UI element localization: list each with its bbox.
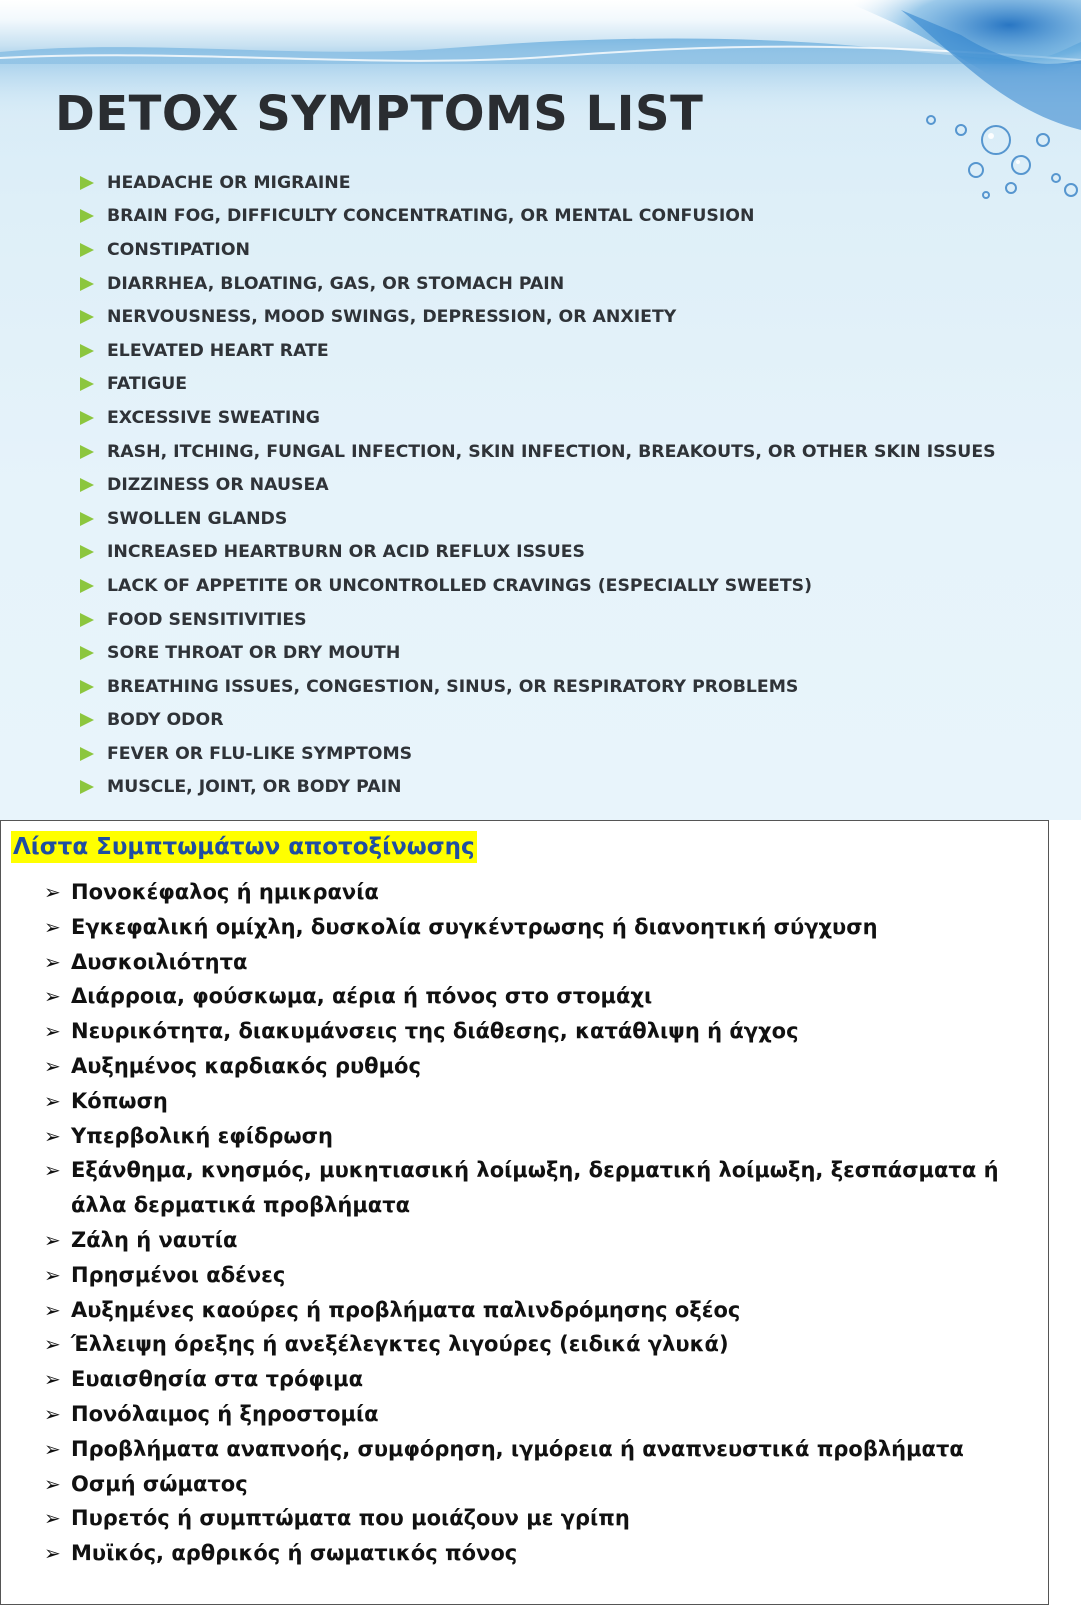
list-item-text: Κόπωση	[71, 1088, 168, 1113]
triangle-bullet-icon	[80, 310, 94, 324]
list-item	[44, 1501, 1034, 1536]
list-item	[80, 670, 996, 704]
triangle-bullet-icon	[80, 176, 94, 190]
arrow-bullet-icon: ➢	[44, 880, 61, 904]
arrow-bullet-icon: ➢	[44, 1436, 61, 1461]
list-item	[44, 1049, 1034, 1084]
list-item-text: Νευρικότητα, διακυμάνσεις της διάθεσης, κατάθλιψη ή άγχος	[71, 1019, 799, 1044]
list-item-text: Πονόλαιμος ή ξηροστομία	[71, 1401, 379, 1426]
arrow-bullet-icon: ➢	[44, 1367, 61, 1392]
list-item-text: Ευαισθησία στα τρόφιμα	[71, 1367, 363, 1392]
list-item	[80, 267, 996, 301]
triangle-bullet-icon	[80, 445, 94, 459]
triangle-bullet-icon	[80, 377, 94, 391]
poster-title: DETOX SYMPTOMS LIST	[55, 86, 704, 142]
triangle-bullet-icon	[80, 646, 94, 660]
list-item-text: BREATHING ISSUES, CONGESTION, SINUS, OR RESPIRATORY PROBLEMS	[107, 676, 799, 697]
arrow-bullet-icon: ➢	[44, 1506, 61, 1531]
list-item-text: EXCESSIVE SWEATING	[107, 407, 320, 428]
list-item	[80, 536, 996, 570]
triangle-bullet-icon	[80, 747, 94, 761]
list-item	[44, 1293, 1034, 1328]
list-item	[44, 1084, 1034, 1119]
list-item-text: Υπερβολική εφίδρωση	[71, 1123, 333, 1148]
arrow-bullet-icon: ➢	[44, 1471, 61, 1496]
list-item-text: Μυϊκός, αρθρικός ή σωματικός πόνος	[71, 1541, 518, 1566]
list-item	[44, 945, 1034, 980]
list-item-text: SORE THROAT OR DRY MOUTH	[107, 643, 401, 664]
list-item-text: ELEVATED HEART RATE	[107, 340, 329, 361]
list-item-text: FEVER OR FLU-LIKE SYMPTOMS	[107, 743, 413, 764]
triangle-bullet-icon	[80, 613, 94, 627]
list-item-text: BODY ODOR	[107, 710, 224, 731]
arrow-bullet-icon: ➢	[44, 1019, 61, 1044]
list-item	[44, 1258, 1034, 1293]
list-item	[44, 1397, 1034, 1432]
triangle-bullet-icon	[80, 243, 94, 257]
list-item-text: FOOD SENSITIVITIES	[107, 609, 307, 630]
list-item	[44, 910, 1034, 945]
triangle-bullet-icon	[80, 713, 94, 727]
list-item	[80, 300, 996, 334]
arrow-bullet-icon: ➢	[44, 1158, 61, 1183]
list-item	[44, 875, 1034, 910]
list-item	[80, 704, 996, 738]
arrow-bullet-icon: ➢	[44, 1401, 61, 1426]
triangle-bullet-icon	[80, 209, 94, 223]
list-item	[44, 1432, 1034, 1467]
list-item-text: Προβλήματα αναπνοής, συμφόρηση, ιγμόρεια ή αναπνευστικά προβλήματα	[71, 1436, 964, 1461]
list-item-text: RASH, ITCHING, FUNGAL INFECTION, SKIN INFECTION, BREAKOUTS, OR OTHER SKIN ISSUES	[107, 441, 996, 462]
list-item-text: Δυσκοιλιότητα	[71, 949, 248, 974]
arrow-bullet-icon: ➢	[44, 1227, 61, 1252]
list-item	[44, 1223, 1034, 1258]
list-item-text: Αυξημένος καρδιακός ρυθμός	[71, 1053, 421, 1078]
list-item	[80, 233, 996, 267]
arrow-bullet-icon: ➢	[44, 1332, 61, 1357]
arrow-bullet-icon: ➢	[44, 1053, 61, 1078]
list-item	[80, 200, 996, 234]
english-symptom-list	[80, 166, 996, 804]
list-item-text: FATIGUE	[107, 374, 188, 395]
triangle-bullet-icon	[80, 344, 94, 358]
triangle-bullet-icon	[80, 478, 94, 492]
list-item	[80, 737, 996, 771]
list-item	[44, 1153, 1034, 1223]
list-item	[44, 1362, 1034, 1397]
list-item-text: CONSTIPATION	[107, 239, 250, 260]
triangle-bullet-icon	[80, 680, 94, 694]
triangle-bullet-icon	[80, 579, 94, 593]
list-item-text: DIARRHEA, BLOATING, GAS, OR STOMACH PAIN	[107, 273, 565, 294]
list-item-text: Έλλειψη όρεξης ή ανεξέλεγκτες λιγούρες (ειδικά γλυκά)	[71, 1332, 729, 1357]
list-item	[80, 468, 996, 502]
list-item	[44, 979, 1034, 1014]
list-item-text: MUSCLE, JOINT, OR BODY PAIN	[107, 777, 402, 798]
triangle-bullet-icon	[80, 277, 94, 291]
arrow-bullet-icon: ➢	[44, 1123, 61, 1148]
list-item-text: Πυρετός ή συμπτώματα που μοιάζουν με γρίπη	[71, 1506, 630, 1531]
list-item	[80, 771, 996, 805]
list-item-text: BRAIN FOG, DIFFICULTY CONCENTRATING, OR MENTAL CONFUSION	[107, 206, 755, 227]
list-item-text: LACK OF APPETITE OR UNCONTROLLED CRAVINGS (ESPECIALLY SWEETS)	[107, 575, 812, 596]
triangle-bullet-icon	[80, 411, 94, 425]
list-item	[80, 569, 996, 603]
list-item-text: NERVOUSNESS, MOOD SWINGS, DEPRESSION, OR ANXIETY	[107, 307, 677, 328]
list-item-text: HEADACHE OR MIGRAINE	[107, 172, 351, 193]
greek-title: Λίστα Συμπτωμάτων αποτοξίνωσης	[11, 831, 477, 863]
list-item-text: Πονοκέφαλος ή ημικρανία	[71, 880, 379, 904]
list-item	[44, 1327, 1034, 1362]
list-item-text: INCREASED HEARTBURN OR ACID REFLUX ISSUES	[107, 542, 586, 563]
arrow-bullet-icon: ➢	[44, 1297, 61, 1322]
list-item	[44, 1536, 1034, 1571]
list-item-text: Διάρροια, φούσκωμα, αέρια ή πόνος στο στομάχι	[71, 984, 653, 1009]
arrow-bullet-icon: ➢	[44, 1541, 61, 1566]
list-item	[80, 401, 996, 435]
list-item-text: Πρησμένοι αδένες	[71, 1262, 286, 1287]
list-item	[80, 166, 996, 200]
list-item-text: DIZZINESS OR NAUSEA	[107, 475, 329, 496]
greek-symptom-list	[44, 875, 1034, 1571]
list-item	[44, 1119, 1034, 1154]
list-item-text: SWOLLEN GLANDS	[107, 508, 288, 529]
arrow-bullet-icon: ➢	[44, 984, 61, 1009]
triangle-bullet-icon	[80, 545, 94, 559]
arrow-bullet-icon: ➢	[44, 1262, 61, 1287]
list-item	[80, 636, 996, 670]
list-item	[44, 1014, 1034, 1049]
triangle-bullet-icon	[80, 780, 94, 794]
list-item	[44, 1467, 1034, 1502]
triangle-bullet-icon	[80, 512, 94, 526]
list-item-text: Αυξημένες καούρες ή προβλήματα παλινδρόμησης οξέος	[71, 1297, 741, 1322]
list-item-text: Ζάλη ή ναυτία	[71, 1227, 238, 1252]
greek-translation-box	[0, 820, 1049, 1605]
list-item	[80, 603, 996, 637]
arrow-bullet-icon: ➢	[44, 1088, 61, 1113]
list-item	[80, 435, 996, 469]
list-item-text: Εξάνθημα, κνησμός, μυκητιασική λοίμωξη, δερματική λοίμωξη, ξεσπάσματα ή άλλα δερματικά προβλήματα	[71, 1158, 999, 1218]
arrow-bullet-icon: ➢	[44, 949, 61, 974]
list-item	[80, 368, 996, 402]
list-item-text: Οσμή σώματος	[71, 1471, 248, 1496]
list-item	[80, 334, 996, 368]
list-item-text: Εγκεφαλική ομίχλη, δυσκολία συγκέντρωσης ή διανοητική σύγχυση	[71, 914, 878, 939]
list-item	[80, 502, 996, 536]
arrow-bullet-icon: ➢	[44, 914, 61, 939]
